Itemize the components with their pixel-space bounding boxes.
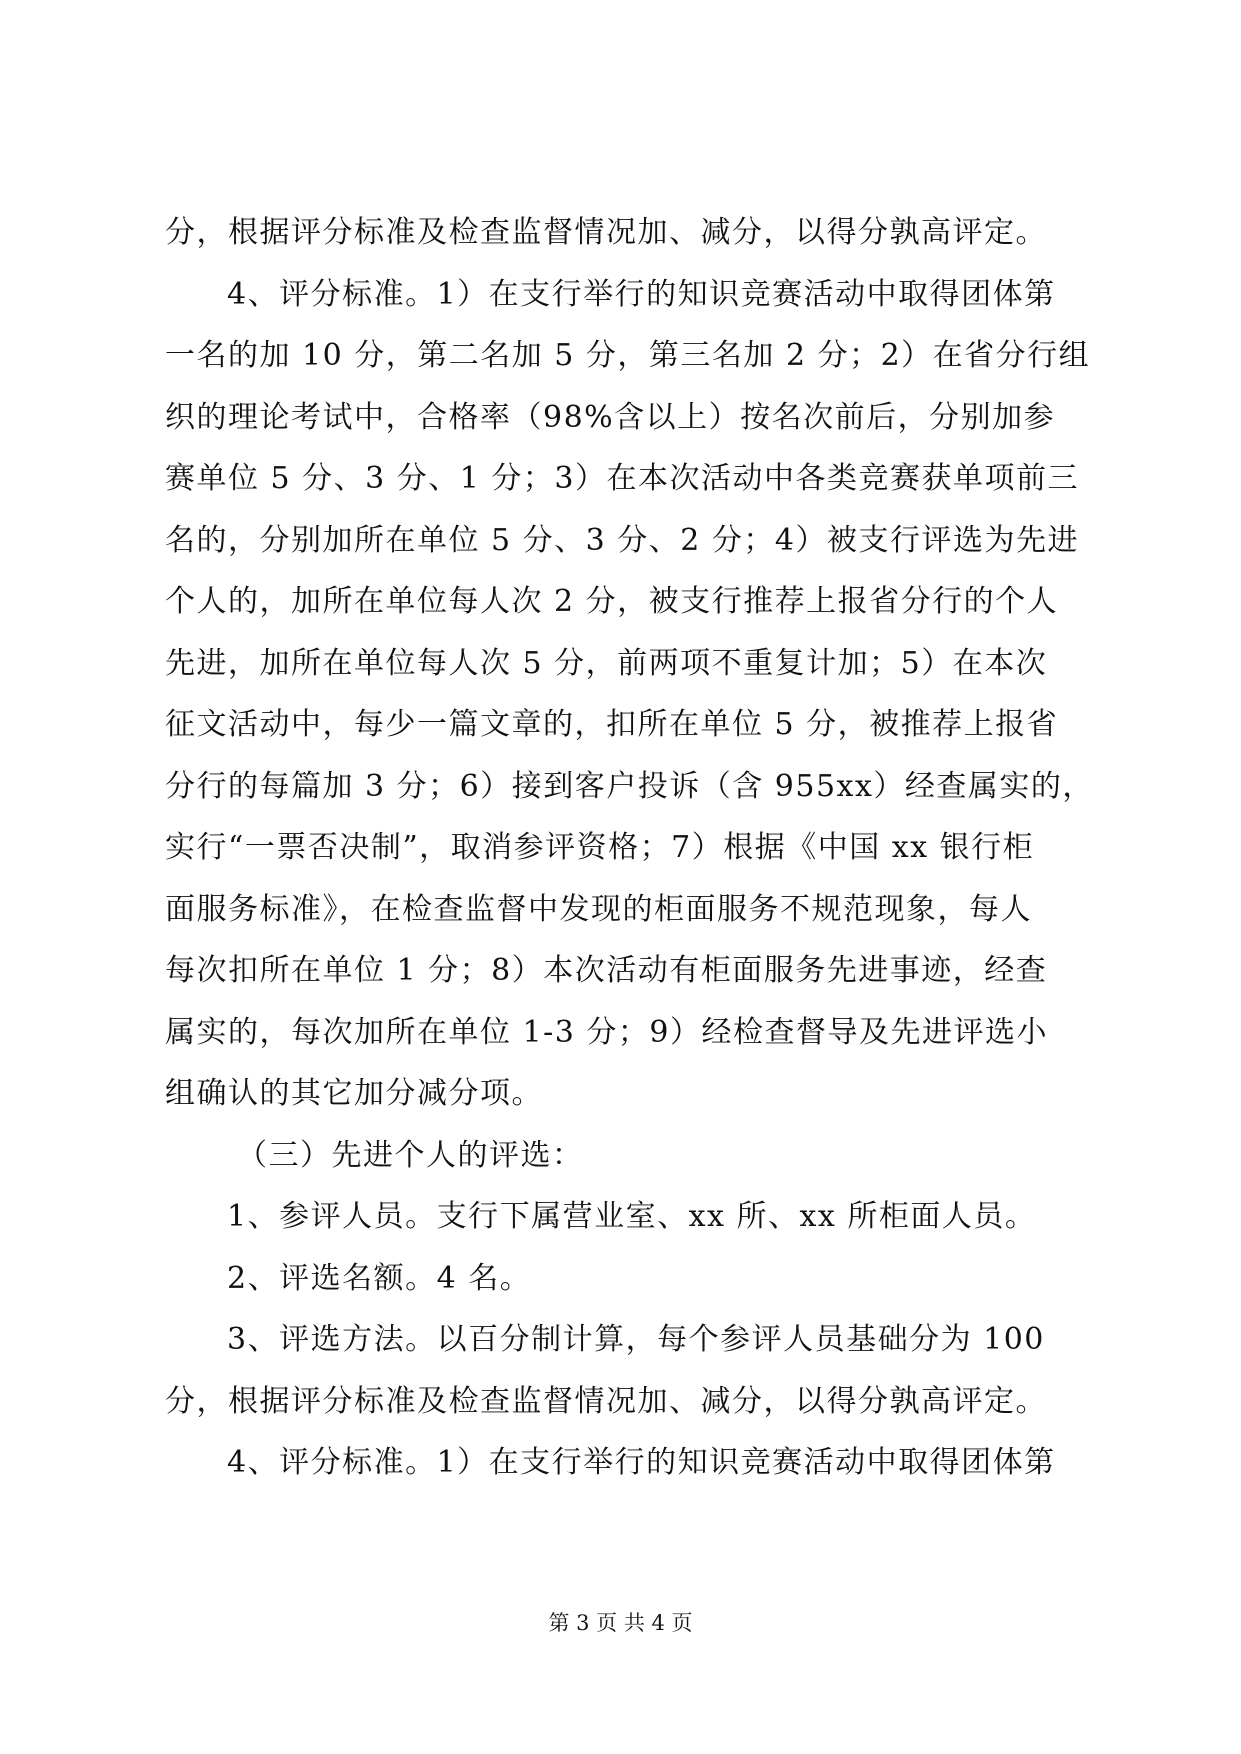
text-line: 名的，分别加所在单位 5 分、3 分、2 分；4）被支行评选为先进 — [165, 522, 1079, 558]
document-body — [165, 202, 1094, 1494]
text-line: 征文活动中，每少一篇文章的，扣所在单位 5 分，被推荐上报省 — [165, 707, 1059, 742]
text-line: 4、评分标准。1）在支行举行的知识竞赛活动中取得团体第 — [227, 1445, 1056, 1480]
text-line: 赛单位 5 分、3 分、1 分；3）在本次活动中各类竞赛获单项前三 — [165, 461, 1079, 496]
text-line: 织的理论考试中，合格率（98%含以上）按名次前后，分别加参 — [165, 399, 1056, 435]
text-line: 属实的，每次加所在单位 1-3 分；9）经检查督导及先进评选小 — [165, 1014, 1048, 1050]
page-number-footer: 第 3 页 共 4 页 — [548, 1611, 693, 1635]
text-line: 分，根据评分标准及检查监督情况加、减分，以得分孰高评定。 — [165, 1383, 1047, 1419]
text-line: 分，根据评分标准及检查监督情况加、减分，以得分孰高评定。 — [165, 215, 1047, 250]
text-line: 个人的，加所在单位每人次 2 分，被支行推荐上报省分行的个人 — [165, 584, 1059, 619]
text-line: 先进，加所在单位每人次 5 分，前两项不重复计加；5）在本次 — [165, 645, 1048, 681]
section-heading: （三）先进个人的评选： — [237, 1137, 584, 1173]
text-line: 4、评分标准。1）在支行举行的知识竞赛活动中取得团体第 — [227, 276, 1056, 312]
text-line: 每次扣所在单位 1 分；8）本次活动有柜面服务先进事迹，经查 — [165, 953, 1048, 988]
text-line: 一名的加 10 分，第二名加 5 分，第三名加 2 分；2）在省分行组 — [165, 338, 1091, 373]
text-line: 实行“一票否决制”，取消参评资格；7）根据《中国 xx 银行柜 — [165, 830, 1035, 865]
text-line: 1、参评人员。支行下属营业室、xx 所、xx 所柜面人员。 — [227, 1199, 1037, 1234]
text-line: 分行的每篇加 3 分；6）接到客户投诉（含 955xx）经查属实的， — [165, 768, 1094, 804]
text-line: 组确认的其它加分减分项。 — [165, 1076, 543, 1111]
text-line: 2、评选名额。4 名。 — [227, 1260, 532, 1296]
text-line: 3、评选方法。以百分制计算，每个参评人员基础分为 100 — [227, 1322, 1045, 1357]
text-line: 面服务标准》，在检查监督中发现的柜面服务不规范现象，每人 — [165, 891, 1032, 927]
